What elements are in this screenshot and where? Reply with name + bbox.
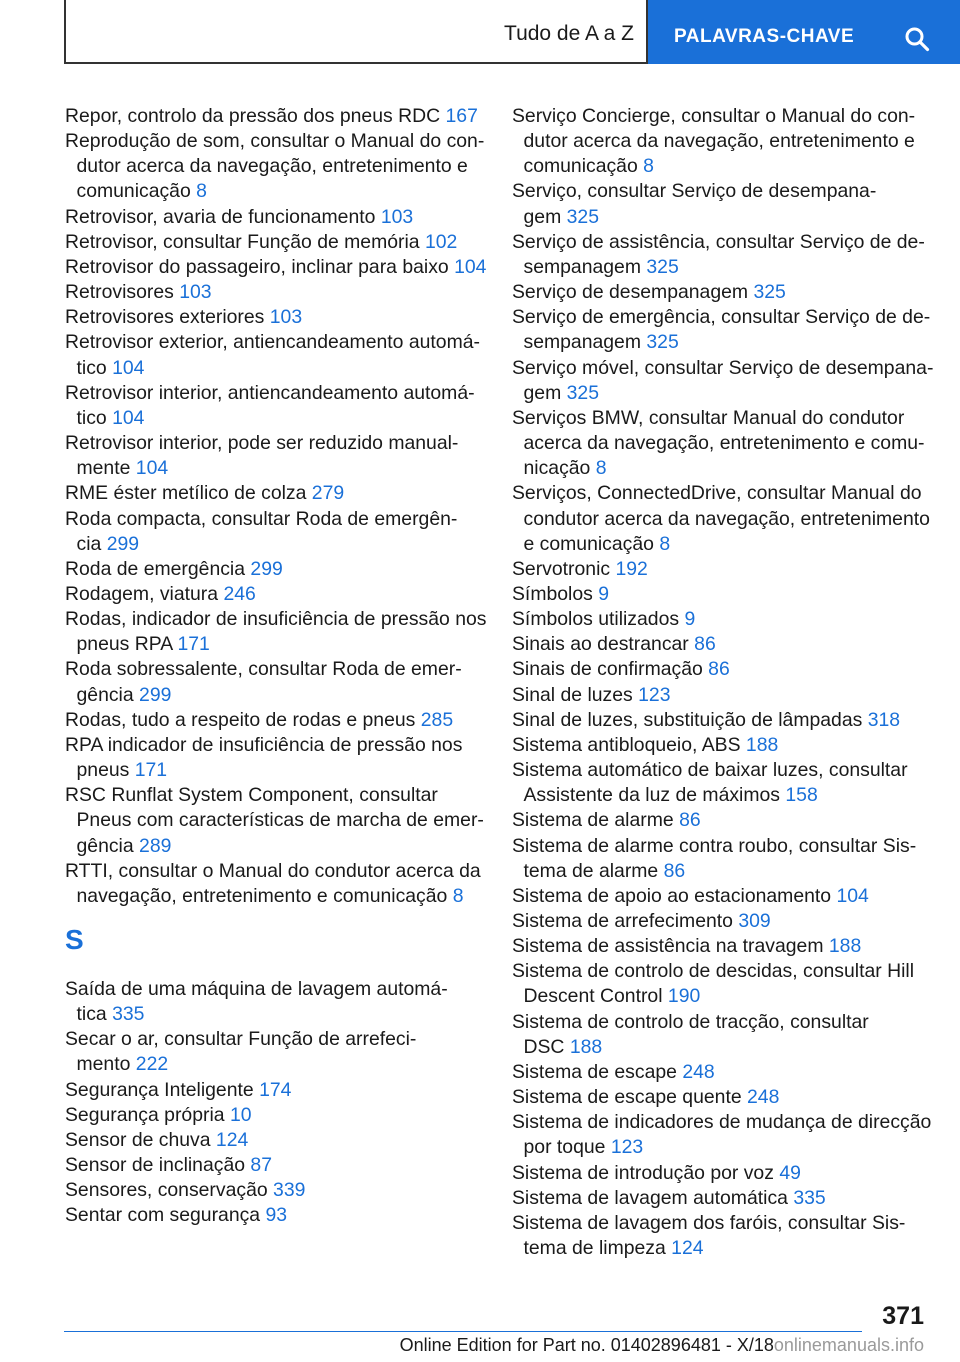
index-entry <box>65 1153 480 1178</box>
index-entry <box>512 657 932 682</box>
page-reference-link[interactable]: 325 <box>646 255 679 278</box>
entry-text: Sistema de alarme contra roubo, consultar Sis- <box>512 834 917 857</box>
page-reference-link[interactable]: 86 <box>694 633 716 656</box>
page-reference-link[interactable]: 104 <box>112 406 145 429</box>
entry-text: Sistema de controlo de descidas, consultar Hill <box>512 960 915 983</box>
index-entry <box>512 758 932 808</box>
edition-text: Online Edition for Part no. 01402896481 - X/18 <box>399 1335 774 1355</box>
page-reference-link[interactable]: 318 <box>867 708 901 731</box>
page-reference-link[interactable]: 158 <box>785 784 818 807</box>
entry-text: Sensor de chuva <box>65 1128 211 1151</box>
entry-text: Serviço móvel, consultar Serviço de desempana- <box>512 356 934 379</box>
entry-text: Retrovisor, consultar Função de memória <box>65 230 420 253</box>
page-reference-link[interactable]: 8 <box>659 532 671 555</box>
page-reference-link[interactable]: 123 <box>638 683 671 706</box>
page-reference-link[interactable]: 104 <box>454 255 487 278</box>
index-entry <box>65 230 480 255</box>
index-entry <box>512 834 932 884</box>
entry-text: sempanagem <box>523 255 641 278</box>
index-entry <box>512 104 932 179</box>
index-entry <box>512 1085 932 1110</box>
index-entry <box>512 733 932 758</box>
index-entry <box>512 1110 932 1160</box>
index-entry <box>65 977 480 1027</box>
page-reference-link[interactable]: 299 <box>139 683 172 706</box>
entry-text: gência <box>76 683 134 706</box>
entry-text: Sistema de apoio ao estacionamento <box>512 884 832 907</box>
page-reference-link[interactable]: 192 <box>615 557 648 580</box>
page-reference-link[interactable]: 49 <box>779 1161 801 1184</box>
index-entry <box>512 708 932 733</box>
entry-text: cia <box>76 532 102 555</box>
entry-text: gem <box>523 381 562 404</box>
index-entry <box>512 1060 932 1085</box>
entry-text: comunicação <box>76 180 191 203</box>
page-reference-link[interactable]: 339 <box>273 1179 306 1202</box>
entry-text: Sistema automático de baixar luzes, consultar <box>512 759 908 782</box>
index-entry <box>65 1203 480 1228</box>
page-reference-link[interactable]: 299 <box>106 532 140 555</box>
page-reference-link[interactable]: 335 <box>112 1003 145 1026</box>
watermark: onlinemanuals.info <box>773 1335 924 1355</box>
entry-text: Pneus com características de marcha de emer- <box>76 809 484 832</box>
index-entry <box>512 230 932 280</box>
page-reference-link[interactable]: 174 <box>259 1078 292 1101</box>
page-reference-link[interactable]: 335 <box>793 1186 826 1209</box>
entry-text: por toque <box>523 1136 606 1159</box>
footer <box>0 1335 924 1356</box>
entry-text: comunicação <box>523 155 638 178</box>
entry-text: Símbolos utilizados <box>512 608 680 631</box>
entry-text: acerca da navegação, entretenimento e comu- <box>523 432 925 455</box>
index-entry <box>65 783 484 858</box>
entry-text: dutor acerca da navegação, entretenimento e <box>76 155 468 178</box>
page-reference-link[interactable]: 285 <box>420 708 454 731</box>
index-entry <box>512 959 932 1009</box>
page-reference-link[interactable]: 248 <box>747 1086 780 1109</box>
index-entry <box>512 934 932 959</box>
index-entry <box>65 657 480 707</box>
page-reference-link[interactable]: 10 <box>229 1103 252 1126</box>
index-entry <box>65 607 487 657</box>
page-reference-link[interactable]: 188 <box>569 1035 603 1058</box>
page-reference-link[interactable]: 222 <box>135 1053 169 1076</box>
entry-text: Sistema de alarme <box>512 809 674 832</box>
page-reference-link[interactable]: 188 <box>828 935 862 958</box>
page-reference-link[interactable]: 86 <box>663 859 686 882</box>
index-column-left <box>65 104 487 1229</box>
page-reference-link[interactable]: 289 <box>139 834 172 857</box>
entry-text: Assistente da luz de máximos <box>523 784 780 807</box>
index-entry <box>512 481 932 556</box>
index-entry <box>65 507 480 557</box>
page-reference-link[interactable]: 309 <box>738 910 771 932</box>
entry-text: Sensores, conservação <box>65 1179 268 1202</box>
entry-text: Sinal de luzes <box>512 683 633 706</box>
index-entry <box>512 632 932 657</box>
entry-text: Serviços, ConnectedDrive, consultar Manual do <box>512 482 922 505</box>
index-entry <box>512 683 932 708</box>
entry-text: Repor, controlo da pressão dos pneus RDC <box>65 105 441 127</box>
page-reference-link[interactable]: 299 <box>250 557 283 580</box>
index-entry <box>512 406 932 481</box>
index-entry <box>65 733 480 783</box>
entry-text: nicação <box>523 457 591 480</box>
index-entry <box>65 1027 480 1077</box>
entry-text: e comunicação <box>523 532 654 555</box>
page-reference-link[interactable]: 188 <box>745 733 779 756</box>
index-entry <box>65 381 480 431</box>
entry-text: tica <box>76 1003 107 1026</box>
index-entry <box>65 205 480 230</box>
page-reference-link[interactable]: 124 <box>215 1128 249 1151</box>
entry-text: Retrovisor exterior, antiencandeamento automá- <box>65 331 480 354</box>
entry-text: Sistema de introdução por voz <box>512 1161 774 1184</box>
entry-text: sempanagem <box>523 331 641 354</box>
entry-text: Serviço de emergência, consultar Serviço de de- <box>512 306 931 329</box>
entry-text: RSC Runflat System Component, consultar <box>65 784 438 807</box>
index-entry <box>512 557 932 582</box>
entry-text: tema de alarme <box>523 859 659 882</box>
entry-text: tema de limpeza <box>523 1237 666 1260</box>
index-entry <box>65 305 480 330</box>
index-entry <box>512 909 932 934</box>
entry-text: Retrovisores exteriores <box>65 306 265 329</box>
entry-text: Roda compacta, consultar Roda de emergên- <box>65 507 458 530</box>
entry-text: Rodagem, viatura <box>65 582 219 605</box>
index-entry <box>512 179 932 229</box>
entry-text: Sistema antibloqueio, ABS <box>512 733 741 756</box>
page-reference-link[interactable]: 87 <box>250 1154 272 1177</box>
index-entry <box>65 1103 480 1128</box>
page-reference-link[interactable]: 9 <box>598 582 610 605</box>
index-entry <box>512 808 932 833</box>
index-entry <box>65 280 480 305</box>
page-reference-link[interactable]: 104 <box>112 356 145 379</box>
index-entry <box>512 280 932 305</box>
entry-text: Sistema de escape quente <box>512 1086 742 1109</box>
page-number: 371 <box>882 1302 924 1330</box>
entry-text: Serviço de desempanagem <box>512 281 749 304</box>
index-entry <box>65 104 480 129</box>
entry-text: Sistema de controlo de tracção, consultar <box>512 1010 869 1033</box>
entry-text: Rodas, tudo a respeito de rodas e pneus <box>65 708 416 731</box>
index-entry <box>65 330 480 380</box>
index-entry <box>512 1186 932 1211</box>
entry-text: dutor acerca da navegação, entretenimento e <box>523 130 915 153</box>
index-entry <box>512 582 932 607</box>
index-entry <box>65 129 485 204</box>
index-column-right <box>512 104 932 1261</box>
page-reference-link[interactable]: 325 <box>753 281 786 304</box>
entry-text: Sistema de lavagem automática <box>512 1186 788 1209</box>
page-reference-link[interactable]: 246 <box>223 582 256 605</box>
page-reference-link[interactable]: 248 <box>682 1060 715 1083</box>
entry-text: Serviço Concierge, consultar o Manual do con- <box>512 105 916 127</box>
page-reference-link[interactable]: 8 <box>595 457 607 480</box>
search-icon <box>904 26 930 52</box>
entry-text: Sensor de inclinação <box>65 1154 246 1177</box>
entry-text: gem <box>523 205 562 228</box>
tab-keywords[interactable] <box>648 0 960 64</box>
page-reference-link[interactable]: 104 <box>135 457 169 480</box>
entry-text: Roda de emergência <box>65 557 246 580</box>
entry-text: Serviço de assistência, consultar Serviço de de- <box>512 230 925 253</box>
entry-text: Sistema de lavagem dos faróis, consultar Sis- <box>512 1211 906 1234</box>
page-reference-link[interactable]: 8 <box>643 155 654 178</box>
index-entry <box>65 582 480 607</box>
page-reference-link[interactable]: 93 <box>265 1204 288 1227</box>
entry-text: Retrovisor interior, pode ser reduzido manual- <box>65 432 459 455</box>
index-entry <box>65 708 480 733</box>
entry-text: Sistema de indicadores de mudança de direcção <box>512 1111 932 1134</box>
entry-text: Reprodução de som, consultar o Manual do con- <box>65 130 485 153</box>
index-entry <box>65 431 480 481</box>
entry-text: Serviços BMW, consultar Manual do condutor <box>512 406 905 429</box>
entry-text: Descent Control <box>523 985 663 1008</box>
entry-text: Sinais de confirmação <box>512 658 703 681</box>
entry-text: mente <box>76 457 131 480</box>
entry-text: RME éster metílico de colza <box>65 482 307 505</box>
page-reference-link[interactable]: 104 <box>836 884 869 907</box>
entry-text: Retrovisor do passageiro, inclinar para baixo <box>65 255 449 278</box>
index-entry <box>512 356 932 406</box>
entry-text: Rodas, indicador de insuficiência de pressão nos <box>65 608 487 631</box>
entry-text: Sistema de assistência na travagem <box>512 935 824 958</box>
entry-text: Retrovisores <box>65 281 174 304</box>
entry-text: tico <box>76 406 107 429</box>
page-reference-link[interactable]: 171 <box>177 633 210 656</box>
entry-text: DSC <box>523 1035 565 1058</box>
entry-text: Retrovisor interior, antiencandeamento automá- <box>65 381 475 404</box>
index-entry <box>65 1128 480 1153</box>
page-reference-link[interactable]: 86 <box>679 809 701 832</box>
entry-text: Sinal de luzes, substituição de lâmpadas <box>512 708 863 731</box>
entry-text: navegação, entretenimento e comunicação <box>76 884 448 907</box>
index-entry <box>512 1010 932 1060</box>
index-entry <box>512 884 932 909</box>
index-entry <box>512 607 932 632</box>
tab-a-to-z[interactable] <box>64 0 648 64</box>
page-reference-link[interactable]: 325 <box>646 331 679 354</box>
entry-text: pneus RPA <box>76 633 173 656</box>
entry-text: tico <box>76 356 107 379</box>
page-reference-link[interactable]: 167 <box>445 105 478 127</box>
tab-keywords-label: PALAVRAS-CHAVE <box>674 26 855 47</box>
tab-a-to-z-label: Tudo de A a Z <box>504 22 634 45</box>
entry-text: Secar o ar, consultar Função de arrefeci- <box>65 1028 417 1051</box>
page-reference-link[interactable]: 325 <box>566 381 599 404</box>
entry-text: Sistema de arrefecimento <box>512 910 733 932</box>
index-entry <box>65 859 480 909</box>
index-entry <box>512 1211 932 1261</box>
page-reference-link[interactable]: 171 <box>134 759 168 782</box>
index-entry <box>65 481 480 506</box>
entry-text: gência <box>76 834 134 857</box>
page-reference-link[interactable]: 8 <box>196 180 207 203</box>
entry-text: pneus <box>76 759 130 782</box>
page-reference-link[interactable]: 103 <box>380 205 414 228</box>
entry-text: Serviço, consultar Serviço de desempana- <box>512 180 877 203</box>
entry-text: mento <box>76 1053 131 1076</box>
entry-text: Saída de uma máquina de lavagem automá- <box>65 978 448 1000</box>
page-reference-link[interactable]: 325 <box>566 205 599 228</box>
page-reference-link[interactable]: 279 <box>311 482 345 505</box>
page-reference-link[interactable]: 123 <box>610 1136 644 1159</box>
entry-text: Segurança própria <box>65 1103 225 1126</box>
page-reference-link[interactable]: 102 <box>424 230 458 253</box>
page-reference-link[interactable]: 103 <box>269 306 303 329</box>
entry-text: Sinais ao destrancar <box>512 633 689 656</box>
page-reference-link[interactable]: 103 <box>179 281 212 304</box>
index-entry <box>512 1161 932 1186</box>
entry-text: condutor acerca da navegação, entretenimento <box>523 507 930 530</box>
entry-text: Roda sobressalente, consultar Roda de emer- <box>65 658 462 681</box>
top-navigation <box>64 0 960 64</box>
entry-text: RTTI, consultar o Manual do condutor acerca da <box>65 859 481 882</box>
page-reference-link[interactable]: 124 <box>671 1237 704 1260</box>
index-entry <box>65 1078 480 1103</box>
index-entry <box>65 557 480 582</box>
entry-text: Servotronic <box>512 557 611 580</box>
page-reference-link[interactable]: 190 <box>667 985 701 1008</box>
entry-text: Retrovisor, avaria de funcionamento <box>65 205 376 228</box>
index-entry <box>65 1178 480 1203</box>
page-reference-link[interactable]: 86 <box>708 658 730 681</box>
entry-text: RPA indicador de insuficiência de pressão nos <box>65 733 463 756</box>
index-entry <box>65 255 487 280</box>
entry-text: Sistema de escape <box>512 1060 677 1083</box>
index-letter-heading: S <box>65 924 84 955</box>
footer-divider <box>64 1331 862 1332</box>
page-reference-link[interactable]: 8 <box>452 884 464 907</box>
page-reference-link[interactable]: 9 <box>684 608 696 631</box>
index-entry <box>512 305 932 355</box>
entry-text: Segurança Inteligente <box>65 1078 254 1101</box>
entry-text: Sentar com segurança <box>65 1204 261 1227</box>
entry-text: Símbolos <box>512 582 593 605</box>
